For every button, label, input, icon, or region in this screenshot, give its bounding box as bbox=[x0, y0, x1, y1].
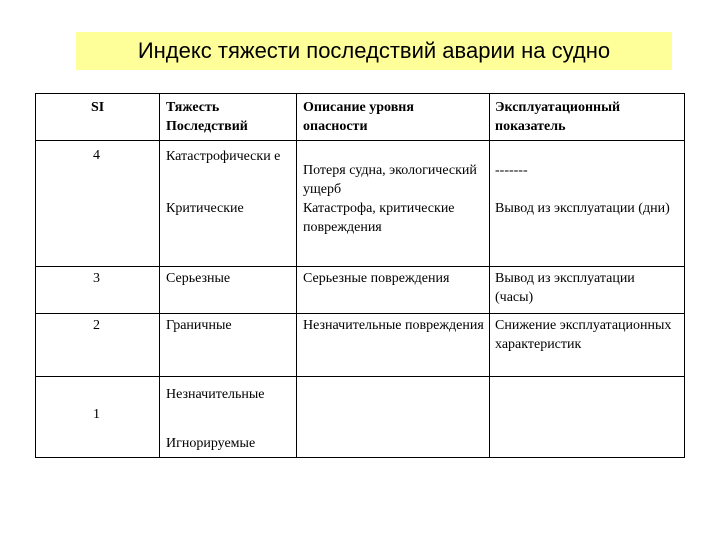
description-cell: Незначительные повреждения bbox=[303, 318, 484, 333]
header-severity: Тяжесть Последствий bbox=[166, 100, 248, 134]
severity-cell: Незначительные bbox=[166, 387, 265, 402]
description-cell: Катастрофа, критические повреждения bbox=[303, 201, 455, 235]
header-si: SI bbox=[91, 100, 105, 115]
severity-cell: Серьезные bbox=[166, 271, 231, 286]
column-divider bbox=[296, 94, 297, 457]
row-divider bbox=[36, 140, 684, 141]
description-cell: Потеря судна, экологический ущерб bbox=[303, 163, 477, 197]
indicator-cell: Вывод из эксплуатации (часы) bbox=[495, 271, 635, 305]
si-value: 3 bbox=[93, 271, 100, 286]
si-value: 2 bbox=[93, 318, 100, 333]
column-divider bbox=[159, 94, 160, 457]
severity-cell: Игнорируемые bbox=[166, 436, 256, 451]
row-divider bbox=[36, 266, 684, 267]
header-description: Описание уровня опасности bbox=[303, 100, 414, 134]
header-indicator: Эксплуатационный показатель bbox=[495, 100, 621, 134]
indicator-cell: ------- bbox=[495, 163, 528, 178]
row-divider bbox=[36, 376, 684, 377]
column-divider bbox=[489, 94, 490, 457]
indicator-cell: Вывод из эксплуатации (дни) bbox=[495, 201, 670, 216]
severity-cell: Граничные bbox=[166, 318, 232, 333]
slide-title: Индекс тяжести последствий аварии на судно bbox=[76, 32, 672, 70]
severity-cell: Катастрофически е bbox=[166, 149, 281, 164]
row-divider bbox=[36, 313, 684, 314]
si-value: 4 bbox=[93, 148, 100, 163]
indicator-cell: Снижение эксплуатационных характеристик bbox=[495, 318, 672, 352]
si-value: 1 bbox=[93, 407, 100, 422]
severity-cell: Критические bbox=[166, 201, 244, 216]
description-cell: Серьезные повреждения bbox=[303, 271, 450, 286]
severity-table bbox=[35, 93, 685, 458]
